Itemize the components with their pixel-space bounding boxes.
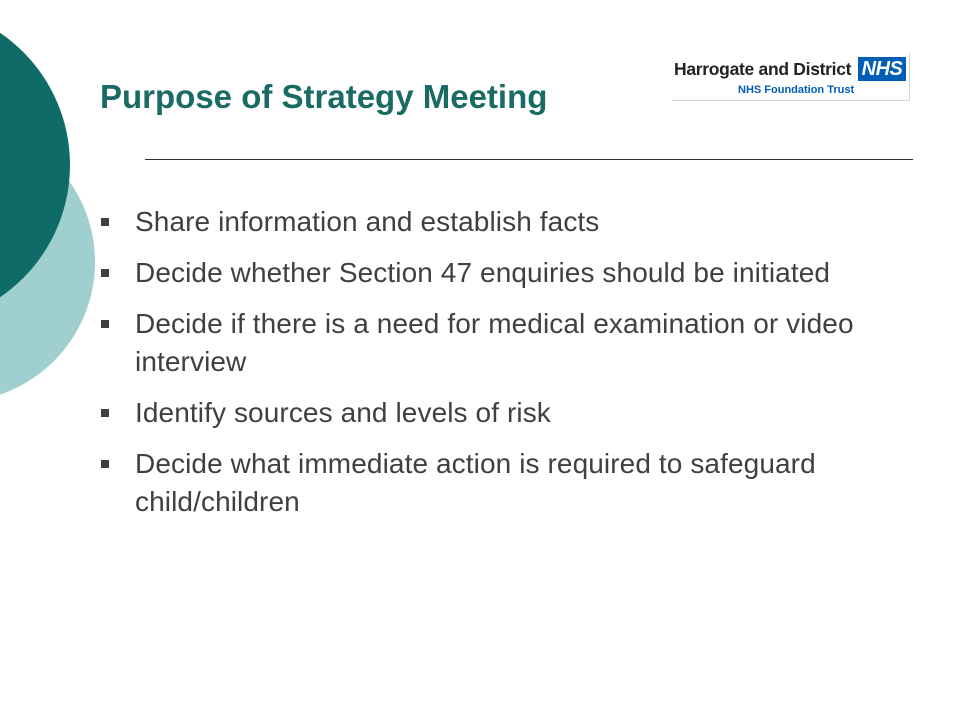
- logo-organisation-name: Harrogate and District: [674, 59, 852, 79]
- bullet-list: [100, 203, 890, 534]
- square-bullet-icon: [101, 409, 109, 417]
- title-divider: [145, 159, 913, 160]
- bullet-text: Identify sources and levels of risk: [135, 397, 551, 428]
- square-bullet-icon: [101, 218, 109, 226]
- logo-trust-subtitle: NHS Foundation Trust: [738, 84, 855, 96]
- bullet-item: [100, 394, 890, 432]
- bullet-item: [100, 254, 890, 292]
- nhs-badge: NHS: [858, 57, 906, 81]
- square-bullet-icon: [101, 460, 109, 468]
- nhs-trust-logo: [672, 53, 910, 101]
- bullet-text: Share information and establish facts: [135, 206, 600, 237]
- bullet-text: Decide what immediate action is required to safeguard child/children: [135, 448, 816, 517]
- square-bullet-icon: [101, 320, 109, 328]
- bullet-text: Decide if there is a need for medical examination or video interview: [135, 308, 854, 377]
- bullet-item: [100, 203, 890, 241]
- square-bullet-icon: [101, 269, 109, 277]
- bullet-item: [100, 445, 890, 521]
- bullet-item: [100, 305, 890, 381]
- slide-title: Purpose of Strategy Meeting: [100, 78, 548, 115]
- bullet-text: Decide whether Section 47 enquiries should be initiated: [135, 257, 831, 288]
